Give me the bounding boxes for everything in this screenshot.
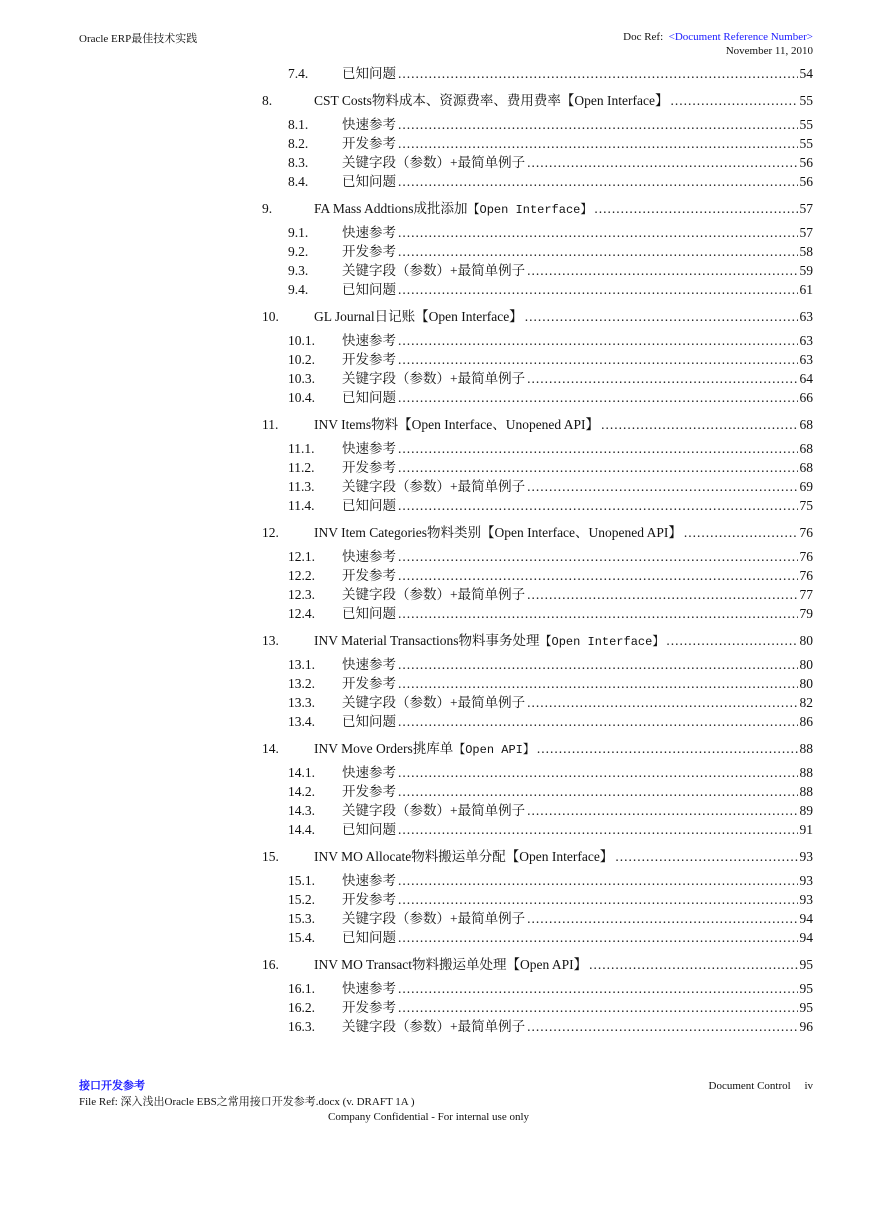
toc-entry-title-text: 快速参考 [342,549,396,564]
toc-dot-leader [398,333,798,349]
toc-entry-title-text: 快速参考 [342,333,396,348]
footer-file-ref: File Ref: 深入浅出Oracle EBS之常用接口开发参考.docx (v. DRAFT 1A ) [79,1096,415,1108]
toc-section-entry[interactable] [262,953,813,974]
toc-entry-title [314,845,613,865]
toc-entry-title-text: 开发参考 [342,352,396,367]
toc-dot-leader [398,657,798,673]
toc-entry-title [342,799,525,819]
toc-subsection-entry[interactable] [262,151,813,170]
toc-entry-page: 80 [799,633,813,648]
toc-entry-number: 13. [262,633,279,648]
toc-section-entry[interactable] [262,89,813,110]
toc-entry-title-text: 开发参考 [342,244,396,259]
toc-entry-number: 13.3. [288,695,315,710]
toc-entry-title-text: GL Journal日记账【Open Interface】 [314,309,523,324]
toc-entry-title [342,1015,525,1035]
toc-entry-page: 93 [799,873,813,888]
toc-entry-page: 68 [799,417,813,432]
toc-entry-number: 12.2. [288,568,315,583]
toc-entry-page: 56 [799,174,813,189]
toc-dot-leader [398,606,798,622]
toc-dot-leader [398,441,798,457]
toc-entry-title-text: 已知问题 [342,606,396,621]
toc-entry-title-text: 开发参考 [342,1000,396,1015]
toc-subsection-entry[interactable] [262,691,813,710]
toc-dot-leader [525,309,798,325]
toc-entry-title-text: 已知问题 [342,282,396,297]
toc-subsection-entry[interactable] [262,437,813,456]
toc-entry-page: 76 [799,549,813,564]
toc-entry-number: 10.2. [288,352,315,367]
toc-entry-page: 88 [799,741,813,756]
toc-entry-number: 14.2. [288,784,315,799]
toc-dot-leader [527,587,797,603]
toc-entry-number: 10.3. [288,371,315,386]
toc-dot-leader [398,822,798,838]
toc-subsection-entry[interactable] [262,240,813,259]
toc-entry-title-text: FA Mass Addtions成批添加 [314,201,468,216]
toc-entry-page: 82 [799,695,813,710]
toc-entry-number: 9.1. [288,225,309,240]
toc-entry-title-text: 关键字段（参数）+最简单例子 [342,695,526,710]
toc-dot-leader [527,155,797,171]
footer-section [709,1079,814,1093]
toc-entry-number: 12.3. [288,587,315,602]
toc-entry-number: 8.1. [288,117,309,132]
toc-entry-title-text: INV MO Transact物料搬运单处理【Open API】 [314,957,588,972]
toc-entry-title [342,151,525,171]
toc-entry-title [314,737,535,757]
toc-entry-title [314,89,668,109]
toc-dot-leader [398,117,798,133]
toc-entry-number: 12.4. [288,606,315,621]
toc-entry-number: 13.1. [288,657,315,672]
toc-entry-page: 58 [799,244,813,259]
toc-entry-number: 9.3. [288,263,309,278]
toc-subsection-entry[interactable] [262,170,813,189]
toc-entry-title-text: 快速参考 [342,873,396,888]
toc-dot-leader [398,892,798,908]
toc-entry-page: 54 [799,66,813,81]
toc-entry-title [342,494,396,514]
toc-entry-number: 15.4. [288,930,315,945]
toc-section-entry[interactable] [262,845,813,866]
toc-dot-leader [398,676,798,692]
toc-entry-number: 8.3. [288,155,309,170]
toc-dot-leader [398,460,798,476]
toc-subsection-entry[interactable] [262,780,813,799]
toc-dot-leader [398,225,798,241]
toc-section-entry[interactable] [262,413,813,434]
toc-entry-title-text: 已知问题 [342,390,396,405]
toc-subsection-entry[interactable] [262,329,813,348]
toc-entry-title [342,545,396,565]
toc-entry-number: 7.4. [288,66,309,81]
toc-dot-leader [398,1000,798,1016]
toc-entry-title [314,197,592,217]
toc-dot-leader [527,479,797,495]
toc-entry-title-text: 开发参考 [342,568,396,583]
toc-entry-title [342,996,396,1016]
toc-subsection-entry[interactable] [262,977,813,996]
toc-entry-page: 79 [799,606,813,621]
toc-subsection-entry[interactable] [262,907,813,926]
toc-entry-number: 15.1. [288,873,315,888]
toc-entry-title-text: 快速参考 [342,981,396,996]
toc-entry-number: 11. [262,417,279,432]
toc-dot-leader [527,803,797,819]
toc-entry-title-text: 开发参考 [342,460,396,475]
toc-entry-title [314,413,599,433]
toc-entry-title-text: 关键字段（参数）+最简单例子 [342,155,526,170]
toc-dot-leader [670,93,797,109]
toc-entry-title [314,629,664,649]
toc-subsection-entry[interactable] [262,583,813,602]
toc-entry-title-text: 快速参考 [342,441,396,456]
toc-entry-number: 16. [262,957,279,972]
toc-dot-leader [601,417,797,433]
toc-entry-page: 63 [799,333,813,348]
toc-entry-page: 77 [799,587,813,602]
toc-entry-page: 61 [799,282,813,297]
toc-dot-leader [398,352,798,368]
toc-dot-leader [398,174,798,190]
toc-entry-number: 12. [262,525,279,540]
toc-entry-number: 8.2. [288,136,309,151]
toc-entry-title-text: 开发参考 [342,136,396,151]
toc-entry-title [342,132,396,152]
header-doc-ref [623,30,813,58]
toc-entry-title [342,888,396,908]
toc-entry-title [342,564,396,584]
toc-entry-page: 63 [799,352,813,367]
toc-entry-title-text: 关键字段（参数）+最简单例子 [342,1019,526,1034]
footer-confidential: Company Confidential - For internal use only [328,1111,530,1123]
toc-dot-leader [398,498,798,514]
toc-entry-title [342,818,396,838]
doc-ref-line [623,30,813,44]
toc-dot-leader [666,633,797,649]
toc-entry-title [342,761,396,781]
toc-subsection-entry[interactable] [262,799,813,818]
toc-entry-title-suffix: 【Open Interface】 [539,635,665,649]
toc-entry-title [342,221,396,241]
toc-section-entry[interactable] [262,629,813,650]
toc-entry-number: 16.3. [288,1019,315,1034]
toc-entry-title-text: 关键字段（参数）+最简单例子 [342,803,526,818]
toc-entry-number: 15.2. [288,892,315,907]
toc-entry-title [342,602,396,622]
toc-entry-page: 94 [799,911,813,926]
toc-subsection-entry[interactable] [262,564,813,583]
toc-entry-number: 8. [262,93,273,108]
toc-subsection-entry[interactable] [262,475,813,494]
toc-subsection-entry[interactable] [262,132,813,151]
toc-entry-number: 10.4. [288,390,315,405]
toc-entry-number: 11.1. [288,441,315,456]
toc-entry-number: 9.4. [288,282,309,297]
toc-subsection-entry[interactable] [262,1015,813,1034]
doc-ref-label: Doc Ref: [623,31,664,43]
toc-entry-title [342,170,396,190]
toc-subsection-entry[interactable] [262,221,813,240]
toc-entry-title [342,367,525,387]
toc-entry-number: 11.2. [288,460,315,475]
toc-entry-title [342,348,396,368]
toc-subsection-entry[interactable] [262,653,813,672]
toc-entry-page: 95 [799,1000,813,1015]
toc-subsection-entry[interactable] [262,996,813,1015]
toc-entry-number: 14.4. [288,822,315,837]
toc-entry-number: 11.4. [288,498,315,513]
toc-dot-leader [398,549,798,565]
toc-entry-title [342,259,525,279]
toc-dot-leader [615,849,797,865]
toc-entry-page: 66 [799,390,813,405]
toc-dot-leader [398,873,798,889]
toc-dot-leader [398,784,798,800]
toc-entry-title-text: 关键字段（参数）+最简单例子 [342,371,526,386]
toc-subsection-entry[interactable] [262,494,813,513]
toc-entry-number: 16.1. [288,981,315,996]
toc-entry-title [342,437,396,457]
toc-entry-page: 80 [799,676,813,691]
toc-entry-title-text: 已知问题 [342,714,396,729]
toc-subsection-entry[interactable] [262,926,813,945]
toc-entry-title-text: 开发参考 [342,784,396,799]
toc-entry-title-text: 关键字段（参数）+最简单例子 [342,479,526,494]
toc-subsection-entry[interactable] [262,672,813,691]
toc-subsection-entry[interactable] [262,869,813,888]
toc-entry-title-suffix: 【Open API】 [453,743,535,757]
toc-entry-title-text: INV MO Allocate物料搬运单分配【Open Interface】 [314,849,614,864]
toc-subsection-entry[interactable] [262,386,813,405]
toc-entry-page: 76 [799,525,813,540]
toc-entry-number: 16.2. [288,1000,315,1015]
header-title [79,32,197,46]
toc-dot-leader [398,765,798,781]
toc-subsection-entry[interactable] [262,113,813,132]
toc-dot-leader [684,525,798,541]
toc-entry-page: 63 [799,309,813,324]
toc-entry-title [342,710,396,730]
toc-entry-page: 96 [799,1019,813,1034]
toc-entry-number: 14. [262,741,279,756]
toc-entry-number: 13.4. [288,714,315,729]
toc-entry-number: 9. [262,201,273,216]
toc-entry-title-text: INV Item Categories物料类别【Open Interface、Unopened API】 [314,525,682,540]
footer-page-number: iv [804,1080,813,1092]
toc-entry-title [342,653,396,673]
toc-entry-title-text: 已知问题 [342,930,396,945]
toc-entry-title [342,278,396,298]
toc-entry-title-text: INV Move Orders挑库单 [314,741,454,756]
toc-entry-number: 8.4. [288,174,309,189]
toc-entry-page: 55 [799,136,813,151]
toc-entry-title-text: 已知问题 [342,174,396,189]
toc-dot-leader [537,741,798,757]
toc-dot-leader [527,263,797,279]
toc-entry-title [342,329,396,349]
toc-section-entry[interactable] [262,305,813,326]
toc-dot-leader [398,568,798,584]
toc-dot-leader [527,911,797,927]
toc-entry-title [342,386,396,406]
toc-entry-number: 11.3. [288,479,315,494]
toc-dot-leader [527,1019,797,1035]
toc-subsection-entry[interactable] [262,602,813,621]
toc-entry-title-suffix: 【Open Interface】 [467,203,593,217]
toc-entry-title-text: 关键字段（参数）+最简单例子 [342,263,526,278]
toc-entry-title [342,926,396,946]
toc-entry-page: 88 [799,765,813,780]
toc-entry-page: 57 [799,201,813,216]
toc-entry-number: 13.2. [288,676,315,691]
toc-entry-number: 14.1. [288,765,315,780]
header-title-text: Oracle ERP最佳技术实践 [79,33,198,45]
toc-entry-page: 75 [799,498,813,513]
toc-entry-title-text: 快速参考 [342,657,396,672]
toc-entry-title [342,672,396,692]
toc-entry-title [342,475,525,495]
toc-entry-page: 93 [799,849,813,864]
toc-entry-title-text: 快速参考 [342,117,396,132]
toc-entry-page: 88 [799,784,813,799]
toc-entry-title [342,62,396,82]
toc-subsection-entry[interactable] [262,888,813,907]
toc-entry-number: 15. [262,849,279,864]
toc-entry-title-text: 开发参考 [342,892,396,907]
toc-entry-page: 91 [799,822,813,837]
toc-entry-title [342,113,396,133]
toc-entry-page: 76 [799,568,813,583]
toc-dot-leader [594,201,797,217]
table-of-contents [262,62,813,1034]
toc-subsection-entry[interactable] [262,348,813,367]
toc-entry-title-text: INV Items物料【Open Interface、Unopened API】 [314,417,600,432]
toc-dot-leader [398,244,798,260]
toc-dot-leader [589,957,797,973]
toc-dot-leader [398,981,798,997]
toc-subsection-entry[interactable] [262,278,813,297]
toc-subsection-entry[interactable] [262,818,813,837]
toc-entry-page: 56 [799,155,813,170]
toc-entry-title [342,240,396,260]
toc-entry-title [342,456,396,476]
toc-entry-title-text: INV Material Transactions物料事务处理 [314,633,540,648]
toc-section-entry[interactable] [262,737,813,758]
toc-dot-leader [398,390,798,406]
toc-entry-title-text: 关键字段（参数）+最简单例子 [342,911,526,926]
toc-dot-leader [398,136,798,152]
toc-entry-title [342,780,396,800]
toc-section-entry[interactable] [262,197,813,218]
toc-entry-title-text: 快速参考 [342,225,396,240]
toc-subsection-entry[interactable] [262,456,813,475]
toc-entry-number: 12.1. [288,549,315,564]
toc-entry-number: 15.3. [288,911,315,926]
toc-entry-title-text: 快速参考 [342,765,396,780]
toc-entry-page: 94 [799,930,813,945]
footer-title: 接口开发参考 [79,1079,145,1092]
toc-entry-page: 89 [799,803,813,818]
toc-entry-title [314,305,523,325]
toc-entry-page: 68 [799,441,813,456]
toc-entry-page: 95 [799,957,813,972]
toc-entry-number: 10. [262,309,279,324]
toc-entry-page: 93 [799,892,813,907]
toc-entry-page: 57 [799,225,813,240]
toc-entry-title-text: 关键字段（参数）+最简单例子 [342,587,526,602]
toc-entry-page: 80 [799,657,813,672]
toc-section-entry[interactable] [262,521,813,542]
toc-entry-title-text: 已知问题 [342,498,396,513]
toc-subsection-entry[interactable] [262,545,813,564]
toc-entry-title-text: 已知问题 [342,66,396,81]
footer-section-label: Document Control [708,1080,791,1092]
toc-entry-page: 64 [799,371,813,386]
toc-entry-title [342,691,525,711]
toc-entry-title [342,869,396,889]
toc-entry-page: 59 [799,263,813,278]
toc-entry-title [342,907,525,927]
toc-entry-title [314,521,682,541]
toc-subsection-entry[interactable] [262,62,813,81]
toc-dot-leader [398,930,798,946]
toc-subsection-entry[interactable] [262,259,813,278]
toc-entry-page: 86 [799,714,813,729]
toc-dot-leader [398,282,798,298]
toc-entry-title [342,583,525,603]
toc-subsection-entry[interactable] [262,710,813,729]
doc-ref-value: <Document Reference Number> [668,31,813,43]
toc-entry-number: 10.1. [288,333,315,348]
header-date: November 11, 2010 [725,45,813,57]
toc-dot-leader [398,66,798,82]
toc-dot-leader [398,714,798,730]
toc-entry-page: 69 [799,479,813,494]
toc-entry-title [342,977,396,997]
toc-entry-title [314,953,587,973]
toc-subsection-entry[interactable] [262,367,813,386]
toc-entry-number: 9.2. [288,244,309,259]
toc-subsection-entry[interactable] [262,761,813,780]
toc-entry-page: 68 [799,460,813,475]
toc-entry-page: 95 [799,981,813,996]
toc-entry-title-text: 已知问题 [342,822,396,837]
toc-dot-leader [527,371,797,387]
toc-entry-page: 55 [799,93,813,108]
toc-entry-title-text: CST Costs物料成本、资源费率、费用费率【Open Interface】 [314,93,669,108]
toc-dot-leader [527,695,797,711]
toc-entry-title-text: 开发参考 [342,676,396,691]
toc-entry-page: 55 [799,117,813,132]
toc-entry-number: 14.3. [288,803,315,818]
